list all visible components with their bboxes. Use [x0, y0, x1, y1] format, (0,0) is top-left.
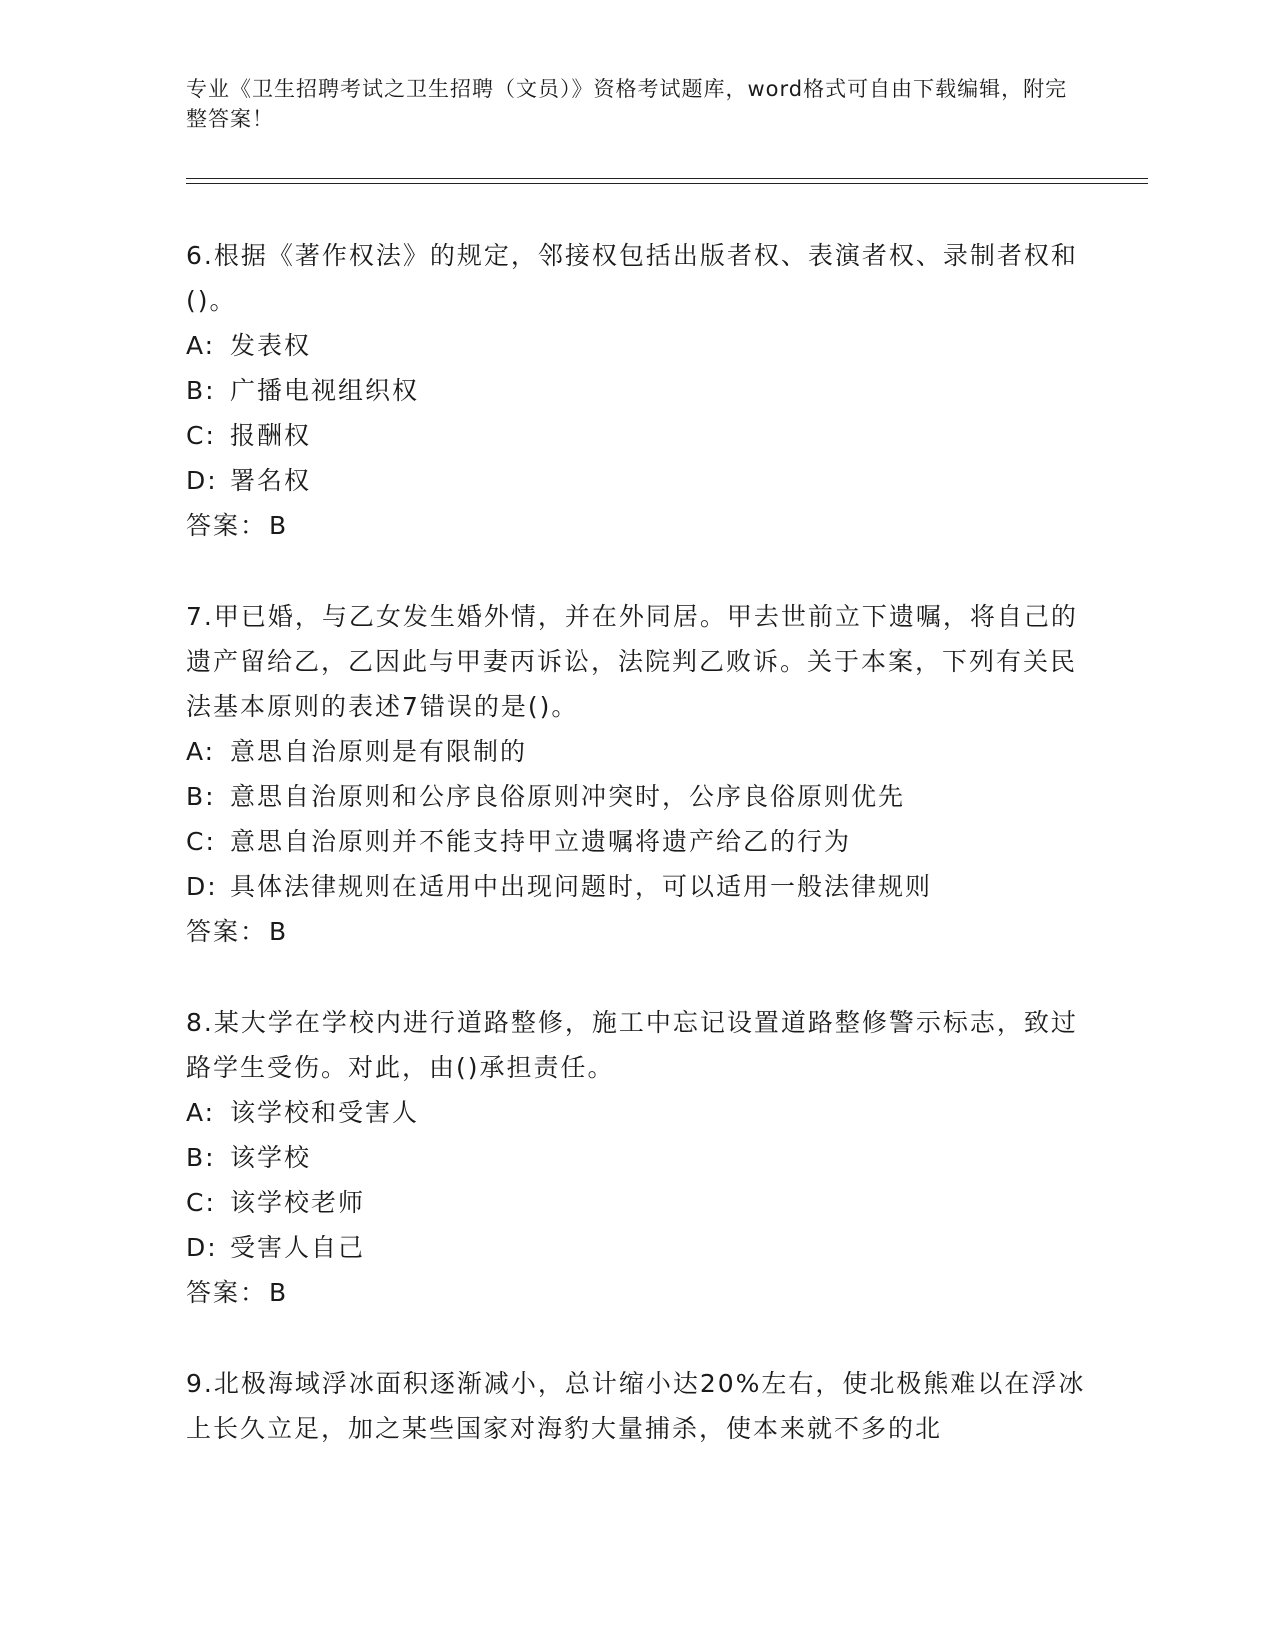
option-text: 意思自治原则并不能支持甲立遗嘱将遗产给乙的行为	[230, 827, 852, 856]
question-stem: 9.北极海域浮冰面积逐渐减小，总计缩小达20%左右，使北极熊难以在浮冰上长久立足，加之某些国家对海豹大量捕杀，使本来就不多的北	[186, 1369, 1086, 1443]
option-letter: B:	[186, 376, 216, 405]
answer-value: B	[269, 511, 289, 540]
question-option-a	[186, 729, 1086, 774]
question-option-c	[186, 1180, 1086, 1225]
question-option-d	[186, 1225, 1086, 1270]
option-letter: C:	[186, 827, 216, 856]
header-divider-top	[186, 178, 1148, 179]
option-letter: C:	[186, 421, 216, 450]
answer-label: 答案：	[186, 1278, 268, 1307]
header-text: 专业《卫生招聘考试之卫生招聘（文员）》资格考试题库，word格式可自由下载编辑，附完整答案！	[186, 77, 1068, 131]
answer-value: B	[269, 1278, 289, 1307]
question-option-b	[186, 368, 1086, 413]
question-item	[186, 233, 1086, 548]
question-item	[186, 1361, 1086, 1451]
question-item	[186, 1000, 1086, 1315]
option-text: 意思自治原则是有限制的	[230, 737, 528, 766]
question-option-c	[186, 413, 1086, 458]
option-letter: D:	[186, 1233, 218, 1262]
option-text: 署名权	[230, 466, 312, 495]
question-answer	[186, 503, 1086, 548]
option-text: 报酬权	[230, 421, 312, 450]
question-item	[186, 594, 1086, 954]
question-option-a	[186, 1090, 1086, 1135]
header-divider-bottom	[186, 183, 1148, 184]
option-text: 具体法律规则在适用中出现问题时，可以适用一般法律规则	[230, 872, 933, 901]
question-answer	[186, 1270, 1086, 1315]
option-text: 广播电视组织权	[230, 376, 420, 405]
option-letter: B:	[186, 782, 216, 811]
answer-value: B	[269, 917, 289, 946]
answer-label: 答案：	[186, 917, 268, 946]
option-letter: A:	[186, 1098, 216, 1127]
option-letter: A:	[186, 737, 216, 766]
option-text: 受害人自己	[230, 1233, 366, 1262]
question-option-c	[186, 819, 1086, 864]
question-answer	[186, 909, 1086, 954]
answer-label: 答案：	[186, 511, 268, 540]
question-stem: 8.某大学在学校内进行道路整修，施工中忘记设置道路整修警示标志，致过路学生受伤。对此，由()承担责任。	[186, 1008, 1078, 1082]
question-stem: 7.甲已婚，与乙女发生婚外情，并在外同居。甲去世前立下遗嘱，将自己的遗产留给乙，乙因此与甲妻丙诉讼，法院判乙败诉。关于本案，下列有关民法基本原则的表述7错误的是()。	[186, 602, 1078, 721]
option-letter: A:	[186, 331, 216, 360]
document-header	[186, 74, 1086, 134]
option-text: 该学校	[230, 1143, 312, 1172]
option-letter: D:	[186, 872, 218, 901]
question-option-d	[186, 458, 1086, 503]
option-text: 该学校老师	[230, 1188, 366, 1217]
option-text: 意思自治原则和公序良俗原则冲突时，公序良俗原则优先	[230, 782, 906, 811]
question-option-a	[186, 323, 1086, 368]
question-list	[186, 233, 1086, 1497]
option-letter: B:	[186, 1143, 216, 1172]
option-text: 该学校和受害人	[230, 1098, 420, 1127]
question-option-b	[186, 1135, 1086, 1180]
question-option-b	[186, 774, 1086, 819]
option-letter: D:	[186, 466, 218, 495]
question-stem: 6.根据《著作权法》的规定，邻接权包括出版者权、表演者权、录制者权和()。	[186, 241, 1078, 315]
option-text: 发表权	[230, 331, 312, 360]
option-letter: C:	[186, 1188, 216, 1217]
question-option-d	[186, 864, 1086, 909]
